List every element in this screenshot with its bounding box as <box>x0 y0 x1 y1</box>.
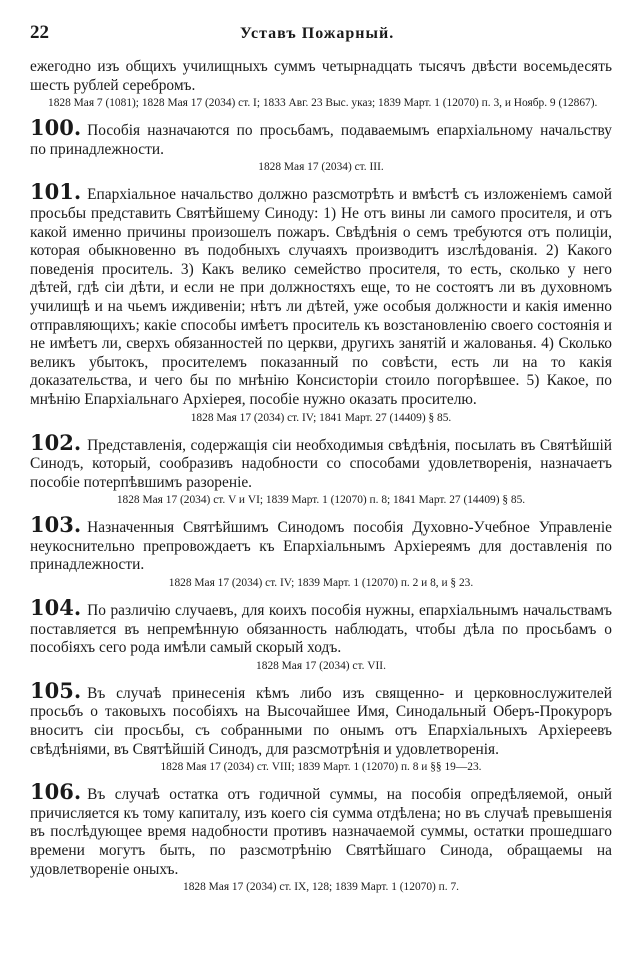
article-number: 103. <box>30 512 82 538</box>
page-body <box>30 58 612 894</box>
article-text: Представленія, содержащія сіи необходимыя свѣдѣнія, посылать въ Святѣйшій Синодъ, который, сообразивъ надобности со способами удовлетворенія, назначаетъ пособіе потерпѣвшимъ разореніе. <box>30 436 612 491</box>
article-103 <box>30 512 612 590</box>
page-number: 22 <box>30 22 49 43</box>
article-text: Епархіальное начальство должно разсмотрѣть и вмѣстѣ съ изложеніемъ самой просьбы представить Святѣйшему Синоду: 1) Не отъ вины ли самого просителя, и отъ какой именно причины произошелъ пожаръ. Свѣдѣнія о семъ требуются отъ полиціи, которая обыкновенно въ подобныхъ случаяхъ производитъ изслѣдованія. 2) Какого поведенія проситель. 3) Какъ велико семейство просителя, то есть, сколько у него дѣтей, гдѣ сіи дѣти, и если не при должностяхъ еще, то не состоятъ ли въ духовномъ училищѣ и на чьемъ иждивеніи; нѣтъ ли дѣтей, уже особыя должности и какія именно отправляющихъ; какіе способы имѣетъ проситель къ возстановленію своего состоянія и не имѣетъ ли, сверхъ обязанностей по церкви, другихъ занятій и жалованья. 4) Сколько великъ убытокъ, просителемъ показанный по совѣсти, есть ли на то какія доказательства, и чего бы по мнѣнію Консисторіи стоило погорѣвшее. 5) Какое, по мнѣнію Епархіальнаго Архіерея, пособіе нужно оказать просителю. <box>30 186 612 408</box>
article-citation: 1828 Мая 17 (2034) ст. III. <box>258 161 384 174</box>
article-text: Назначенныя Святѣйшимъ Синодомъ пособія Духовно-Учебное Управленіе неукоснительно препровождаетъ къ Епархіальнымъ Архіереямъ для доставленія по принадлежности. <box>30 519 612 574</box>
article-citation: 1828 Мая 17 (2034) ст. IV; 1841 Март. 27 (14409) § 85. <box>190 411 452 424</box>
article-citation: 1828 Мая 17 (2034) ст. VII. <box>256 659 386 672</box>
article-number: 100. <box>30 115 82 141</box>
article-text: Пособія назначаются по просьбамъ, подаваемымъ епархіальному начальству по принадлежности. <box>30 122 612 158</box>
article-number: 101. <box>30 179 82 205</box>
article-text: По различію случаевъ, для коихъ пособія нужны, епархіальнымъ начальствамъ поставляется въ непремѣнную обязанность наблюдать, чтобы дѣла по просьбамъ о пособіяхъ сего рода имѣли самый скорый ходъ. <box>30 602 612 657</box>
article-citation: 1828 Мая 17 (2034) ст. VIII; 1839 Март. 1 (12070) п. 8 и §§ 19—23. <box>160 761 482 774</box>
article-101 <box>30 179 612 424</box>
article-citation: 1828 Мая 17 (2034) ст. IV; 1839 Март. 1 (12070) п. 2 и 8, и § 23. <box>168 577 474 590</box>
continued-citation: 1828 Мая 7 (1081); 1828 Мая 17 (2034) ст. I; 1833 Авг. 23 Выс. указ; 1839 Март. 1 (12070) п. 3, и Ноябр. 9 (12867). <box>48 97 598 110</box>
article-number: 106. <box>30 779 82 805</box>
article-100 <box>30 115 612 174</box>
article-citation: 1828 Мая 17 (2034) ст. V и VI; 1839 Март. 1 (12070) п. 8; 1841 Март. 27 (14409) § 85. <box>116 494 526 507</box>
continued-paragraph: ежегодно изъ общихъ училищныхъ суммъ четырнадцать тысячъ двѣсти восемьдесять шесть рублей серебромъ. <box>30 58 612 94</box>
article-102 <box>30 429 612 508</box>
running-title: Уставъ Пожарный. <box>240 25 395 42</box>
article-number: 105. <box>30 677 82 703</box>
article-104 <box>30 595 612 673</box>
page-header <box>30 22 612 56</box>
article-number: 104. <box>30 595 82 621</box>
article-text: Въ случаѣ принесенія кѣмъ либо изъ священно- и церковнослужителей просьбъ о таковыхъ пособіяхъ на Высочайшее Имя, Синодальный Оберъ-Прокуроръ вноситъ сіи просьбы, съ собранными по онымъ отъ Епархіальныхъ Архіереевъ свѣдѣніями, въ Святѣйшій Синодъ, для разсмотрѣнія и удовлетворенія. <box>30 684 612 758</box>
article-105 <box>30 677 612 774</box>
article-citation: 1828 Мая 17 (2034) ст. IX, 128; 1839 Март. 1 (12070) п. 7. <box>183 881 459 894</box>
article-text: Въ случаѣ остатка отъ годичной суммы, на пособія опредѣляемой, оный причисляется къ тому капиталу, изъ коего сія сумма отдѣлена; но въ случаѣ превышенія въ послѣдующее время надобности противъ назначаемой суммы, остатки прошедшаго времени могутъ быть, по разсмотрѣнію Святѣйшаго Синода, обращаемы на удовлетвореніе оныхъ. <box>30 786 612 878</box>
article-106 <box>30 779 612 894</box>
article-number: 102. <box>30 429 82 455</box>
